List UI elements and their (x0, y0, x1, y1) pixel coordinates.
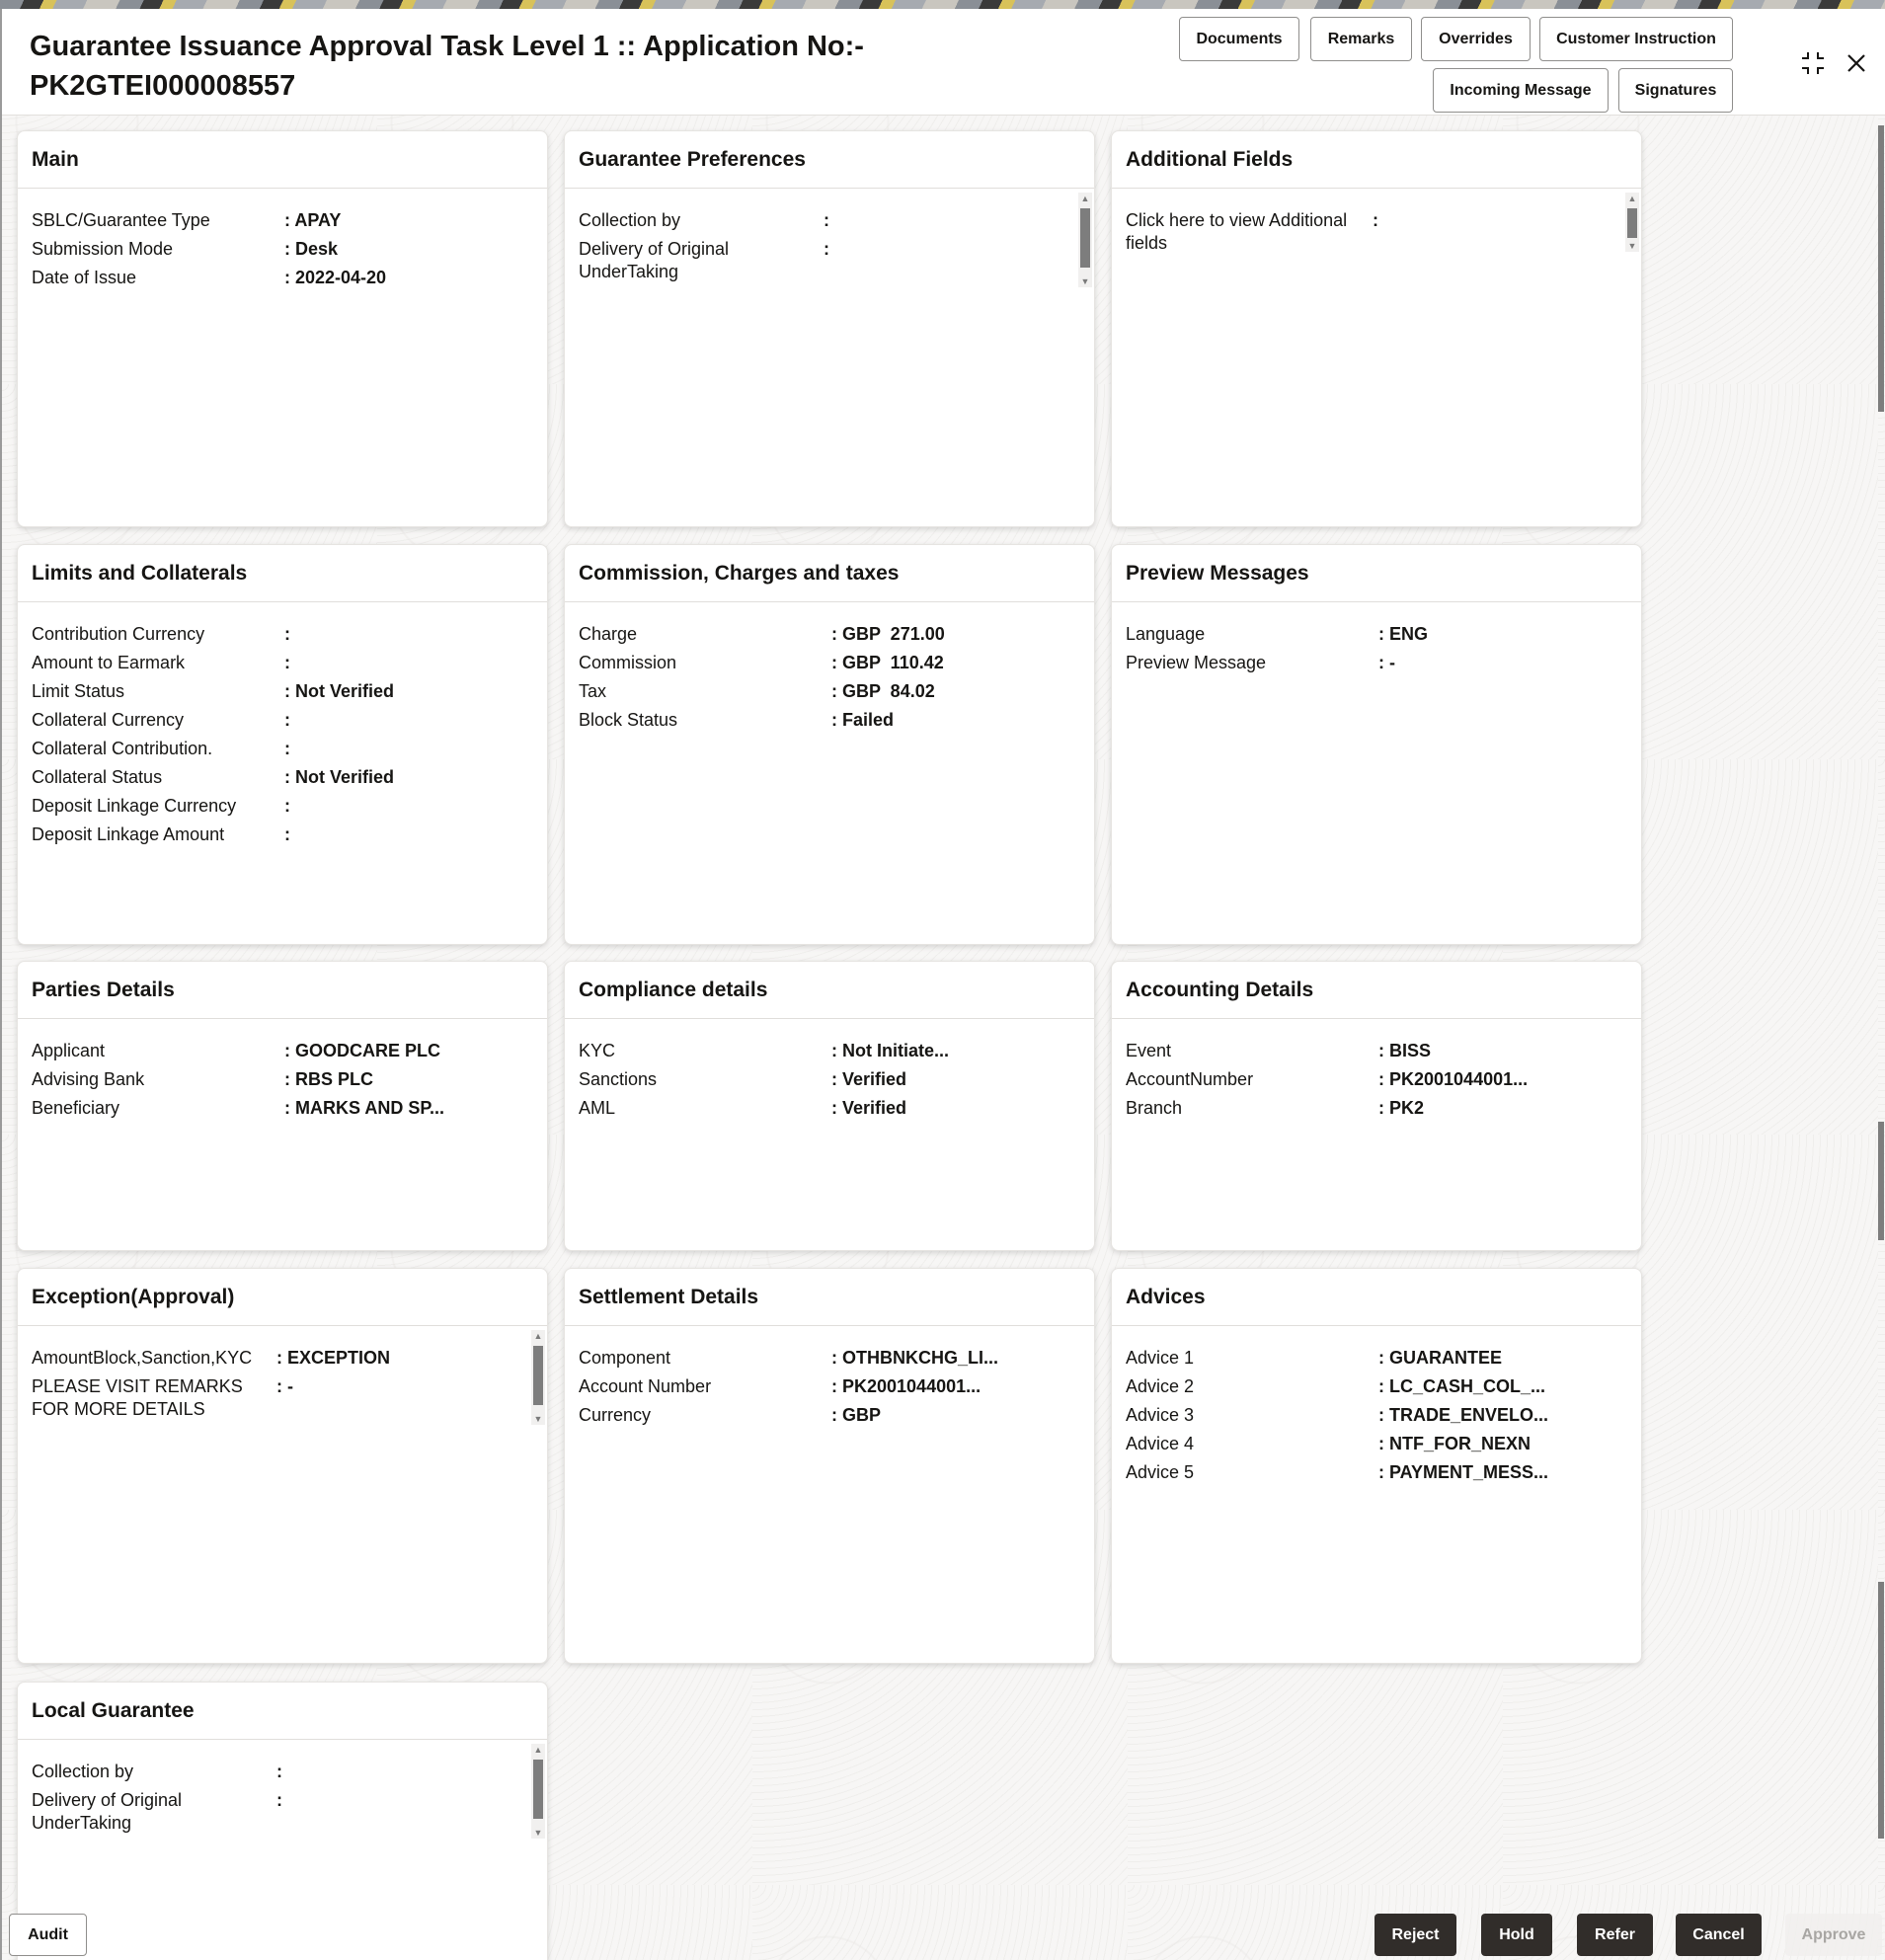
field-label: Date of Issue (32, 268, 137, 287)
field-value: : (284, 739, 290, 758)
field-value: : (284, 624, 290, 644)
field-row (579, 1401, 1080, 1430)
field-label: KYC (579, 1041, 616, 1060)
cancel-button[interactable]: Cancel (1676, 1914, 1762, 1956)
dialog-header (2, 9, 1885, 116)
field-row (32, 1094, 533, 1123)
field-label: Event (1126, 1041, 1172, 1060)
audit-button[interactable]: Audit (9, 1914, 87, 1956)
reject-button[interactable]: Reject (1374, 1914, 1456, 1956)
card-scrollbar[interactable] (1625, 193, 1639, 252)
field-row (32, 1037, 533, 1065)
field-row (32, 206, 533, 235)
scroll-down-icon[interactable]: ▼ (533, 1414, 543, 1424)
field-row (32, 1065, 533, 1094)
card-exception-approval (17, 1268, 548, 1664)
title-line-2: PK2GTEI000008557 (30, 70, 296, 102)
additional-fields-link[interactable]: Click here to view Additional fields (1126, 210, 1348, 253)
field-value: : GBP 271.00 (831, 624, 945, 644)
field-value: : (824, 210, 829, 230)
field-label: Collateral Contribution. (32, 739, 213, 758)
card-title: Advices (1112, 1269, 1641, 1326)
field-row (579, 235, 1080, 283)
field-value: : (824, 239, 829, 259)
card-parties-details (17, 961, 548, 1251)
field-label: Advice 1 (1126, 1348, 1195, 1368)
field-label: AccountNumber (1126, 1069, 1254, 1089)
field-value: : (276, 1790, 282, 1810)
card-scrollbar[interactable] (531, 1330, 545, 1425)
page-scroll-thumb[interactable] (1878, 1122, 1884, 1240)
hold-button[interactable]: Hold (1481, 1914, 1552, 1956)
field-value: : Verified (831, 1098, 907, 1118)
card-local-guarantee (17, 1682, 548, 1960)
scroll-thumb[interactable] (533, 1346, 543, 1405)
field-row (579, 1037, 1080, 1065)
page-scroll-thumb[interactable] (1878, 1582, 1884, 1839)
card-compliance-details (564, 961, 1095, 1251)
field-row[interactable] (1126, 206, 1627, 255)
field-value: : Verified (831, 1069, 907, 1089)
remarks-button[interactable]: Remarks (1310, 17, 1412, 61)
scroll-up-icon[interactable]: ▲ (1627, 194, 1637, 203)
field-value: : Desk (284, 239, 339, 259)
field-label: Component (579, 1348, 671, 1368)
field-row (579, 1094, 1080, 1123)
field-label: SBLC/Guarantee Type (32, 210, 210, 230)
field-label: Delivery of Original UnderTaking (579, 239, 730, 281)
field-row (1126, 1065, 1627, 1094)
card-accounting-details (1111, 961, 1642, 1251)
field-value: : EXCEPTION (276, 1348, 391, 1368)
field-value: : (284, 824, 290, 844)
card-preview-messages (1111, 544, 1642, 945)
field-label: Amount to Earmark (32, 653, 186, 672)
card-title: Additional Fields (1112, 131, 1641, 189)
field-row (32, 706, 533, 735)
scroll-up-icon[interactable]: ▲ (533, 1745, 543, 1755)
card-title: Settlement Details (565, 1269, 1094, 1326)
field-value: : PK2001044001... (1378, 1069, 1529, 1089)
field-label: AmountBlock,Sanction,KYC (32, 1348, 253, 1368)
field-label: Collection by (579, 210, 681, 230)
field-label: Applicant (32, 1041, 106, 1060)
card-title: Commission, Charges and taxes (565, 545, 1094, 602)
field-row (32, 1344, 533, 1372)
field-label: Contribution Currency (32, 624, 205, 644)
card-main (17, 130, 548, 527)
field-label: Tax (579, 681, 607, 701)
page-scroll-thumb[interactable] (1878, 125, 1884, 412)
field-row (579, 649, 1080, 677)
field-value: : LC_CASH_COL_... (1378, 1376, 1546, 1396)
field-value: : ENG (1378, 624, 1429, 644)
field-label: Collection by (32, 1762, 134, 1781)
field-value: : GBP 110.42 (831, 653, 944, 672)
field-value: : (284, 796, 290, 816)
page-scrollbar[interactable] (1877, 118, 1885, 1960)
scroll-up-icon[interactable]: ▲ (533, 1331, 543, 1341)
field-value: : - (1378, 653, 1395, 672)
field-label: Advising Bank (32, 1069, 145, 1089)
field-row (32, 792, 533, 821)
field-value: : PK2 (1378, 1098, 1425, 1118)
scroll-thumb[interactable] (1080, 208, 1090, 268)
card-title: Parties Details (18, 962, 547, 1019)
field-label: Advice 4 (1126, 1434, 1195, 1453)
field-value: : GOODCARE PLC (284, 1041, 441, 1060)
field-label: Advice 5 (1126, 1462, 1195, 1482)
field-label: Preview Message (1126, 653, 1267, 672)
card-title: Exception(Approval) (18, 1269, 547, 1326)
field-value: : Not Verified (284, 681, 395, 701)
field-row (1126, 1344, 1627, 1372)
card-advices (1111, 1268, 1642, 1664)
field-value: : GBP (831, 1405, 882, 1425)
card-settlement-details (564, 1268, 1095, 1664)
field-value: : PAYMENT_MESS... (1378, 1462, 1549, 1482)
field-row (1126, 1430, 1627, 1458)
title-line-1: Guarantee Issuance Approval Task Level 1 :: Application No:- (30, 31, 864, 62)
field-row (579, 1344, 1080, 1372)
field-label: Charge (579, 624, 638, 644)
field-row (579, 706, 1080, 735)
field-row (579, 1065, 1080, 1094)
field-row (1126, 1037, 1627, 1065)
close-icon[interactable] (1841, 47, 1872, 79)
field-label: Branch (1126, 1098, 1183, 1118)
card-scrollbar[interactable] (1078, 193, 1092, 287)
field-row (32, 1786, 533, 1835)
field-label: Commission (579, 653, 677, 672)
field-value: : Not Initiate... (831, 1041, 949, 1060)
field-label: PLEASE VISIT REMARKS FOR MORE DETAILS (32, 1376, 243, 1419)
card-title: Limits and Collaterals (18, 545, 547, 602)
field-row (1126, 1401, 1627, 1430)
field-value: : (284, 653, 290, 672)
incoming-message-button[interactable]: Incoming Message (1433, 68, 1609, 113)
field-row (32, 264, 533, 292)
field-value: : GBP 84.02 (831, 681, 935, 701)
field-label: Currency (579, 1405, 652, 1425)
scroll-up-icon[interactable]: ▲ (1080, 194, 1090, 203)
card-guarantee-preferences (564, 130, 1095, 527)
field-value: : Failed (831, 710, 895, 730)
card-title: Accounting Details (1112, 962, 1641, 1019)
field-label: Delivery of Original UnderTaking (32, 1790, 183, 1833)
field-value: : (1373, 210, 1378, 230)
field-value: : - (276, 1376, 293, 1396)
field-row (32, 677, 533, 706)
signatures-button[interactable]: Signatures (1618, 68, 1733, 113)
field-row (32, 763, 533, 792)
card-title: Main (18, 131, 547, 189)
field-row (32, 620, 533, 649)
field-label: Block Status (579, 710, 678, 730)
field-label: Account Number (579, 1376, 712, 1396)
field-row (32, 821, 533, 849)
field-label: Limit Status (32, 681, 125, 701)
field-value: : Not Verified (284, 767, 395, 787)
field-row (1126, 1094, 1627, 1123)
field-label: Collateral Status (32, 767, 163, 787)
field-label: Advice 2 (1126, 1376, 1195, 1396)
field-row (1126, 649, 1627, 677)
field-label: Sanctions (579, 1069, 658, 1089)
field-label: Submission Mode (32, 239, 174, 259)
approval-dialog (0, 9, 1885, 1960)
card-additional-fields (1111, 130, 1642, 527)
card-commission-charges (564, 544, 1095, 945)
field-label: Beneficiary (32, 1098, 120, 1118)
top-banner-strip (0, 0, 1885, 9)
field-label: Advice 3 (1126, 1405, 1195, 1425)
refer-button[interactable]: Refer (1577, 1914, 1653, 1956)
field-row (1126, 1372, 1627, 1401)
card-title: Preview Messages (1112, 545, 1641, 602)
field-row (32, 735, 533, 763)
field-value: : GUARANTEE (1378, 1348, 1502, 1368)
approve-button[interactable]: Approve (1785, 1914, 1882, 1956)
field-row (32, 1758, 533, 1786)
scroll-down-icon[interactable]: ▼ (1080, 276, 1090, 286)
field-row (579, 620, 1080, 649)
field-row (1126, 1458, 1627, 1487)
field-value: : TRADE_ENVELO... (1378, 1405, 1549, 1425)
scroll-thumb[interactable] (1627, 208, 1637, 238)
scroll-down-icon[interactable]: ▼ (533, 1828, 543, 1838)
card-limits-collaterals (17, 544, 548, 945)
compress-icon[interactable] (1797, 47, 1829, 79)
scroll-down-icon[interactable]: ▼ (1627, 241, 1637, 251)
scroll-thumb[interactable] (533, 1760, 543, 1819)
card-title: Compliance details (565, 962, 1094, 1019)
field-row (32, 235, 533, 264)
field-value: : BISS (1378, 1041, 1432, 1060)
field-value: : (284, 710, 290, 730)
overrides-button[interactable]: Overrides (1421, 17, 1531, 61)
page-title (30, 27, 918, 106)
field-label: Language (1126, 624, 1206, 644)
card-scrollbar[interactable] (531, 1744, 545, 1839)
field-row (32, 649, 533, 677)
field-label: AML (579, 1098, 616, 1118)
field-value: : NTF_FOR_NEXN (1378, 1434, 1532, 1453)
field-row (32, 1372, 533, 1421)
field-value: : MARKS AND SP... (284, 1098, 445, 1118)
field-row (579, 677, 1080, 706)
customer-instruction-button[interactable]: Customer Instruction (1539, 17, 1733, 61)
field-label: Collateral Currency (32, 710, 185, 730)
field-row (579, 1372, 1080, 1401)
field-label: Deposit Linkage Currency (32, 796, 237, 816)
card-title: Local Guarantee (18, 1683, 547, 1740)
field-row (1126, 620, 1627, 649)
field-label: Deposit Linkage Amount (32, 824, 225, 844)
field-value: : (276, 1762, 282, 1781)
field-value: : APAY (284, 210, 342, 230)
field-row (579, 206, 1080, 235)
card-title: Guarantee Preferences (565, 131, 1094, 189)
documents-button[interactable]: Documents (1179, 17, 1299, 61)
field-value: : PK2001044001... (831, 1376, 982, 1396)
field-value: : 2022-04-20 (284, 268, 387, 287)
field-value: : RBS PLC (284, 1069, 373, 1089)
field-value: : OTHBNKCHG_LI... (831, 1348, 998, 1368)
